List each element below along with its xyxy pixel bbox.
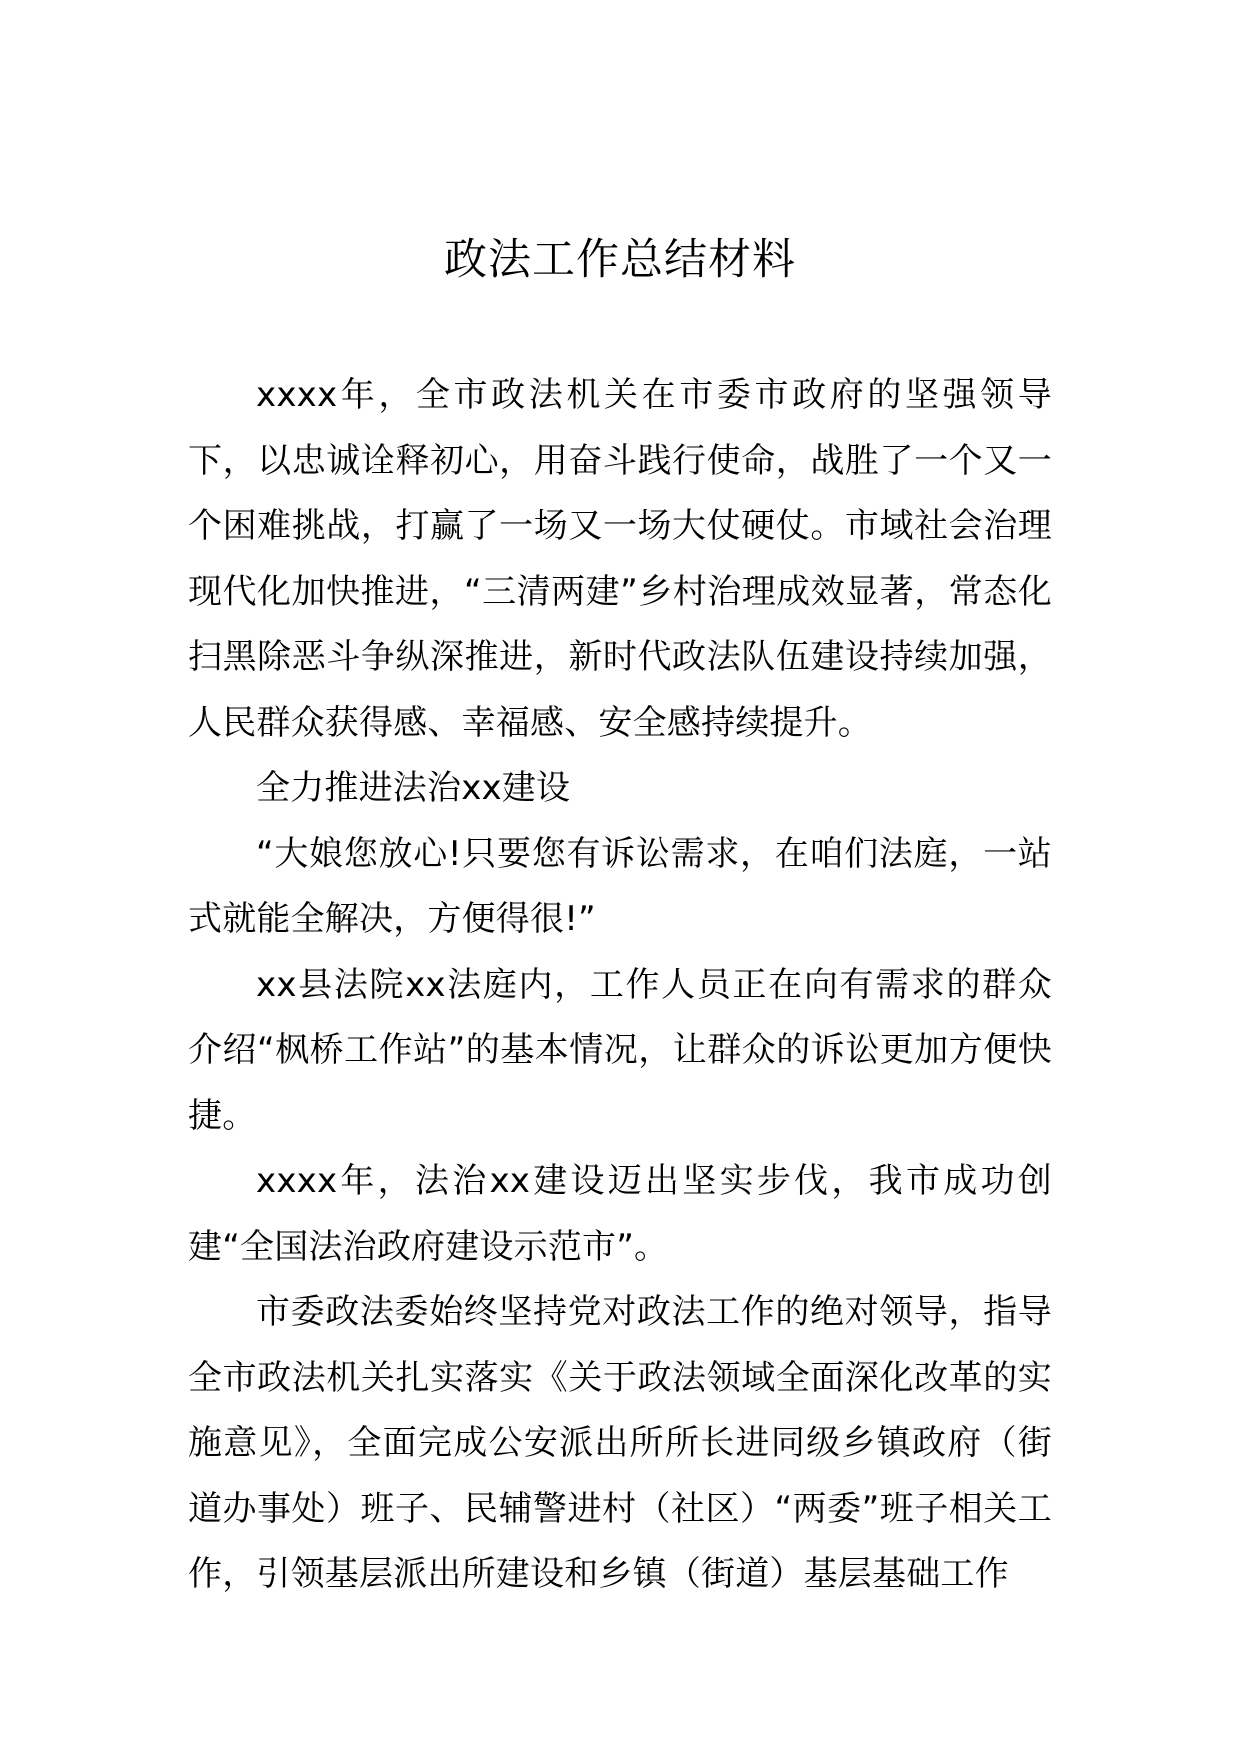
- paragraph-intro: xxxx年，全市政法机关在市委市政府的坚强领导下，以忠诚诠释初心，用奋斗践行使命，战胜了一个又一个困难挑战，打赢了一场又一场大仗硬仗。市域社会治理现代化加快推进，“三清两建”乡村治理成效显著，常态化扫黑除恶斗争纵深推进，新时代政法队伍建设持续加强，人民群众获得感、幸福感、安全感持续提升。: [188, 375, 1052, 743]
- document-title: 政法工作总结材料: [444, 235, 796, 285]
- section-heading: 全力推进法治xx建设: [256, 768, 571, 808]
- paragraph-quote: “大娘您放心!只要您有诉讼需求，在咱们法庭，一站式就能全解决，方便得很!”: [188, 833, 1052, 939]
- paragraph-achievement: xxxx年，法治xx建设迈出坚实步伐，我市成功创建“全国法治政府建设示范市”。: [188, 1161, 1052, 1267]
- paragraph-court: xx县法院xx法庭内，工作人员正在向有需求的群众介绍“枫桥工作站”的基本情况，让群众的诉讼更加方便快捷。: [188, 964, 1052, 1136]
- paragraph-committee: 市委政法委始终坚持党对政法工作的绝对领导，指导全市政法机关扎实落实《关于政法领域全面深化改革的实施意见》，全面完成公安派出所所长进同级乡镇政府（街道办事处）班子、民辅警进村（社区）“两委”班子相关工作，引领基层派出所建设和乡镇（街道）基层基础工作: [188, 1292, 1052, 1594]
- document-body: [188, 363, 1052, 1608]
